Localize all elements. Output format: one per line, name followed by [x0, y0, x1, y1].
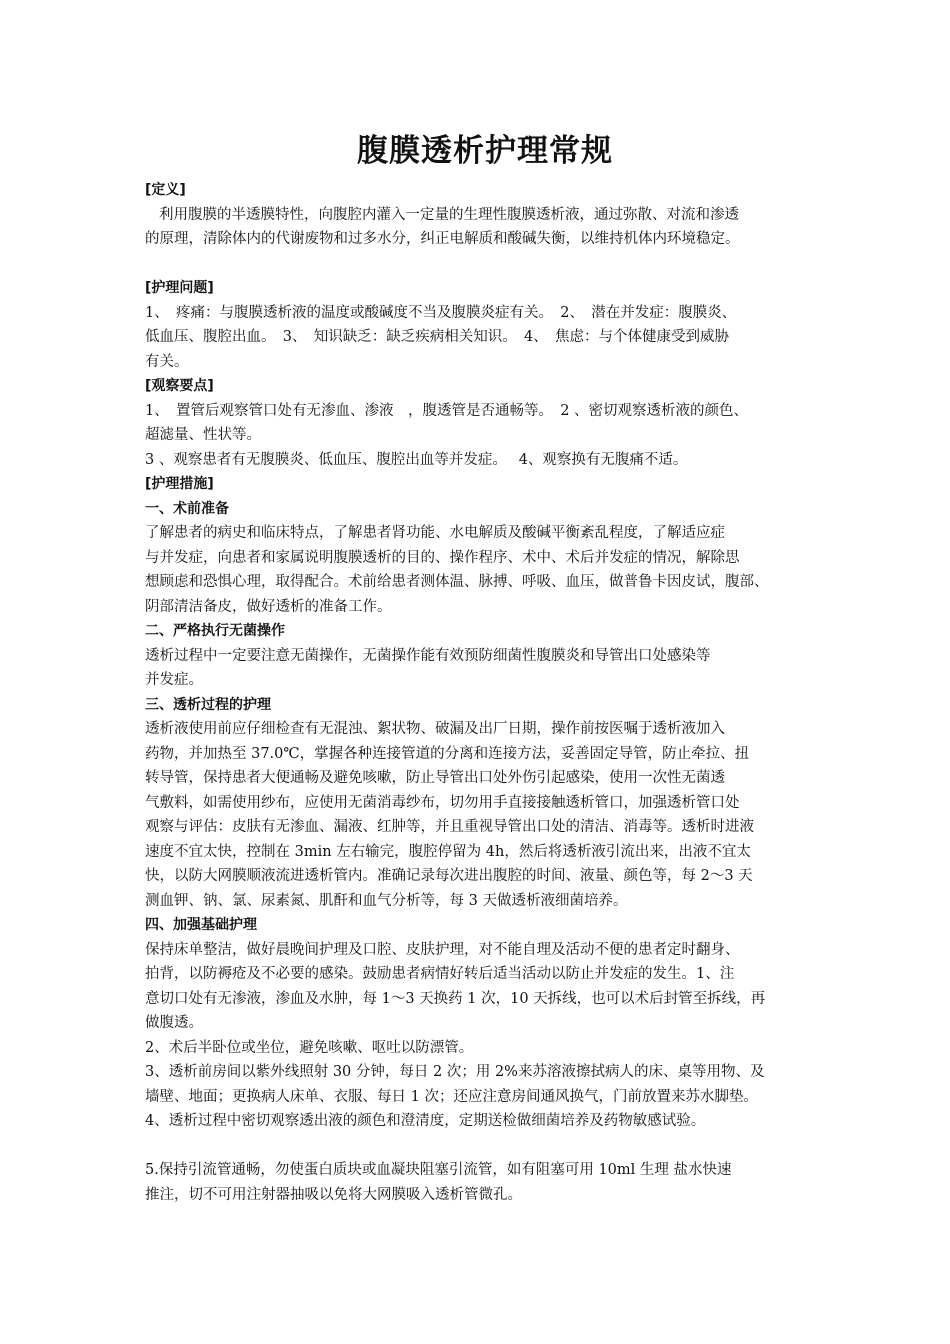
problems-heading: [护理问题] — [145, 280, 214, 296]
section-line: 4、透析过程中密切观察透出液的颜色和澄清度，定期送检做细菌培养及药物敏感试验。 — [145, 1113, 706, 1129]
problems-line: 1、 疼痛：与腹膜透析液的温度或酸碱度不当及腹膜炎症有关。 2、 潜在并发症：腹膜炎、 — [145, 304, 737, 321]
section-line: 转导管，保持患者大便通畅及避免咳嗽，防止导管出口处外伤引起感染，使用一次性无菌透 — [145, 770, 725, 786]
section-heading: 一、术前准备 — [145, 500, 229, 517]
document-title: 腹膜透析护理常规 — [357, 133, 613, 169]
section-line: 透析过程中一定要注意无菌操作，无菌操作能有效预防细菌性腹膜炎和导管出口处感染等 — [145, 647, 711, 664]
definition-line: 的原理，清除体内的代谢废物和过多水分，纠正电解质和酸碱失衡，以维持机体内环境稳定。 — [145, 231, 740, 247]
section-line: 阴部清洁备皮，做好透析的准备工作。 — [145, 598, 392, 615]
section-line: 意切口处有无渗液，渗血及水肿，每 1～3 天换药 1 次，10 天拆线，也可以术后封管至拆线，再 — [145, 990, 766, 1007]
spacer — [145, 252, 825, 277]
observation-line: 3 、观察患者有无腹膜炎、低血压、腹腔出血等并发症。 4、观察换有无腹痛不适。 — [145, 451, 688, 468]
section-line: 与并发症，向患者和家属说明腹膜透析的目的、操作程序、术中、术后并发症的情况，解除思 — [145, 549, 740, 566]
observation-heading: [观察要点] — [145, 378, 214, 394]
section-line: 2、术后半卧位或坐位，避免咳嗽、呕吐以防漂管。 — [145, 1039, 474, 1056]
section-line: 药物，并加热至 37.0℃，掌握各种连接管道的分离和连接方法，妥善固定导管，防止牵拉、扭 — [145, 745, 750, 762]
section-line: 保持床单整洁，做好晨晚间护理及口腔、皮肤护理，对不能自理及活动不便的患者定时翻身、 — [145, 941, 740, 958]
section-line: 透析液使用前应仔细检查有无混浊、絮状物、破漏及出厂日期，操作前按医嘱于透析液加入 — [145, 721, 725, 737]
section-heading: 四、加强基础护理 — [145, 917, 257, 933]
section-line: 气敷料，如需使用纱布，应使用无菌消毒纱布，切勿用手直接接触透析管口，加强透析管口处 — [145, 794, 740, 811]
problems-line: 有关。 — [145, 353, 189, 370]
definition-heading: [定义] — [145, 182, 186, 198]
section-line: 做腹透。 — [145, 1015, 203, 1031]
definition-line: 利用腹膜的半透膜特性，向腹腔内灌入一定量的生理性腹膜透析液，通过弥散、对流和渗透 — [159, 206, 739, 223]
document-page — [145, 128, 825, 1207]
section-line: 快，以防大网膜顺液流进透析管内。准确记录每次进出腹腔的时间、液量、颜色等，每 2～3 天 — [145, 868, 753, 884]
observation-line: 1、 置管后观察管口处有无渗血、渗液 ，腹透管是否通畅等。 2 、密切观察透析液的颜色、 — [145, 402, 749, 419]
section-line: 3、透析前房间以紫外线照射 30 分钟，每日 2 次；用 2%来苏溶液擦拭病人的床、桌等用物、及 — [145, 1064, 765, 1080]
section-line: 测血钾、钠、氯、尿素氮、肌酐和血气分析等，每 3 天做透析液细菌培养。 — [145, 892, 628, 909]
section-line: 了解患者的病史和临床特点，了解患者肾功能、水电解质及酸碱平衡紊乱程度，了解适应症 — [145, 525, 725, 541]
measures-heading: [护理措施] — [145, 476, 214, 492]
final-line: 推注，切不可用注射器抽吸以免将大网膜吸入透析管微孔。 — [145, 1186, 522, 1203]
section-line: 速度不宜太快，控制在 3min 左右输完，腹腔停留为 4h，然后将透析液引流出来，出液不宜太 — [145, 843, 751, 860]
section-line: 拍背，以防褥疮及不必要的感染。鼓励患者病情好转后适当活动以防止并发症的发生。1、注 — [145, 966, 735, 982]
section-line: 墙壁、地面；更换病人床单、衣服、每日 1 次；还应注意房间通风换气，门前放置来苏水脚垫。 — [145, 1088, 758, 1105]
final-line: 5.保持引流管通畅，勿使蛋白质块或血凝块阻塞引流管，如有阻塞可用 10ml 生理 盐水快速 — [145, 1162, 732, 1178]
section-line: 观察与评估：皮肤有无渗血、漏液、红肿等，并且重视导管出口处的清洁、消毒等。透析时进液 — [145, 819, 754, 835]
section-heading: 三、透析过程的护理 — [145, 696, 271, 713]
problems-line: 低血压、腹腔出血。 3、 知识缺乏：缺乏疾病相关知识。 4、 焦虑：与个体健康受到威胁 — [145, 329, 729, 345]
observation-line: 超滤量、性状等。 — [145, 427, 261, 443]
section-heading: 二、严格执行无菌操作 — [145, 623, 285, 639]
spacer — [145, 1134, 825, 1159]
section-line: 想顾虑和恐惧心理，取得配合。术前给患者测体温、脉搏、呼吸、血压，做普鲁卡因皮试，腹部、 — [145, 574, 769, 590]
section-line: 并发症。 — [145, 672, 203, 688]
